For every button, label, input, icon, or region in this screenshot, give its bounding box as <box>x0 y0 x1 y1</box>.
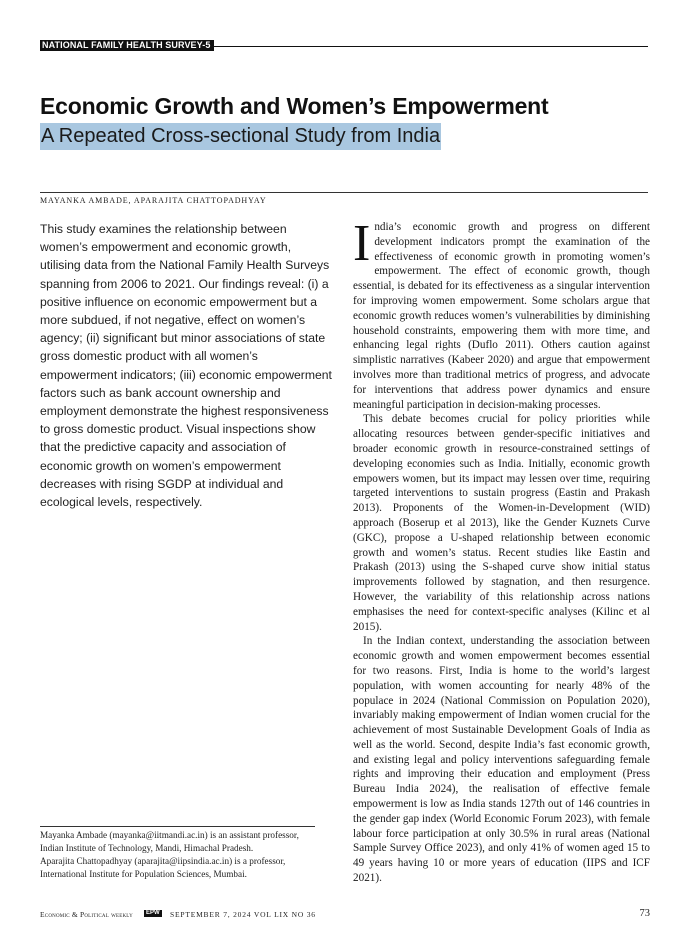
article-subtitle: A Repeated Cross-sectional Study from India <box>40 123 441 150</box>
footnote-author-2: Aparajita Chattopadhyay (aparajita@iipsindia.ac.in) is a professor, International Institute for Population Sciences, Mumbai. <box>40 856 286 879</box>
body-paragraph-1 <box>353 215 650 412</box>
abstract <box>40 220 335 511</box>
footnote-author-1: Mayanka Ambade (mayanka@iitmandi.ac.in) is an assistant professor, Indian Institute of Technology, Mandi, Himachal Pradesh. <box>40 830 299 853</box>
issue-info: SEPTEMBER 7, 2024 VOL LIX NO 36 <box>170 910 316 919</box>
page-footer <box>40 908 650 922</box>
abstract-sgdp: SGDP <box>157 476 192 491</box>
drop-cap: I <box>353 215 371 272</box>
epw-logo: EPW <box>146 910 160 916</box>
page-number: 73 <box>639 908 650 919</box>
article-body <box>353 215 650 886</box>
body-paragraph-3: In the Indian context, understanding the association between economic growth and women empowerment becomes essential for two reasons. First, India is home to the world’s largest population, with women accounting for nearly 48% of the populace in 2024 (National Commission on Population 2020), invariably making empowerment of Indian women crucial for the achievement of most Sustainable Development Goals of India as well as the world. Second, despite India’s fast economic growth, and existing legal and policy interventions safeguarding female rights and improving their education and employment (Press Bureau India 2024), the realisation of effective female empowerment is low as India stands 127th out of 146 countries in the gender gap index (World Economic Forum 2023), with female labour force participation at only 30.5% in rural areas (National Sample Survey Office 2023), and only 41% of women aged 15 to 49 years having 10 or more years of education (IIPS and ICF 2021). <box>353 635 650 885</box>
author-footnote <box>40 826 315 881</box>
body-paragraph-1-text: ndia’s economic growth and progress on different development indicators prompt the examination of the effectiveness of economic growth in promoting women’s empowerment. The effect of economic growth, though essential, is debated for its effectiveness as a singular intervention for improving women empowerment. Some scholars argue that economic growth reduces women’s vulnerabilities by diminishing household constraints, empowering them with more time, and enhancing legal rights (Duflo 2011). Others caution against simplistic narratives (Kabeer 2020) and argue that empowerment involves more than traditional metrics of progress, and advocate for interventions that address power dynamics and ensure meaningful participation in decision-making processes. <box>353 221 650 411</box>
abstract-text-end: at individual and ecological levels, respectively. <box>40 476 284 510</box>
body-paragraph-2: This debate becomes crucial for policy priorities while allocating resources between gender-specific initiatives and broader economic growth in resource-constrained settings of developing economies such as India. Initially, economic growth empowers women, but its impact may lessen over time, requiring targeted interventions to sustain progress (Eastin and Prakash 2013). Proponents of the Women-in-Development (WID) approach (Boserup et al 2013), like the Gender Kuznets Curve (GKC), propose a U-shaped relationship between economic growth and women’s status. Recent studies like Eastin and Prakash (2013) using the S-shaped curve show initial status improvements followed by stagnation, and then resurgence. However, the variability of this relationship across nations emphasises the need for context-specific analyses (Kilinc et al 2015). <box>353 413 650 633</box>
abstract-text: This study examines the relationship between women’s empowerment and economic growth, utilising data from the National Family Health Surveys spanning from 2006 to 2021. Our findings reveal: (i) a positive influence on economic empowerment but a more subdued, if not negative, effect on women’s agency; (ii) significant but minor associations of state gross domestic product with all women’s empowerment indicators; (iii) economic empowerment factors such as bank account ownership and employment demonstrate the highest responsiveness to gross domestic product. Visual inspections show that the predictive capacity and association of economic growth on women’s empowerment decreases with rising <box>40 222 332 491</box>
section-tag <box>40 35 648 50</box>
journal-name: Economic & Political weekly <box>40 910 133 919</box>
section-tag-label: NATIONAL FAMILY HEALTH SURVEY-5 <box>40 40 214 51</box>
article-title: Economic Growth and Women’s Empowerment <box>40 93 549 119</box>
author-byline: MAYANKA AMBADE, APARAJITA CHATTOPADHYAY <box>40 192 648 205</box>
